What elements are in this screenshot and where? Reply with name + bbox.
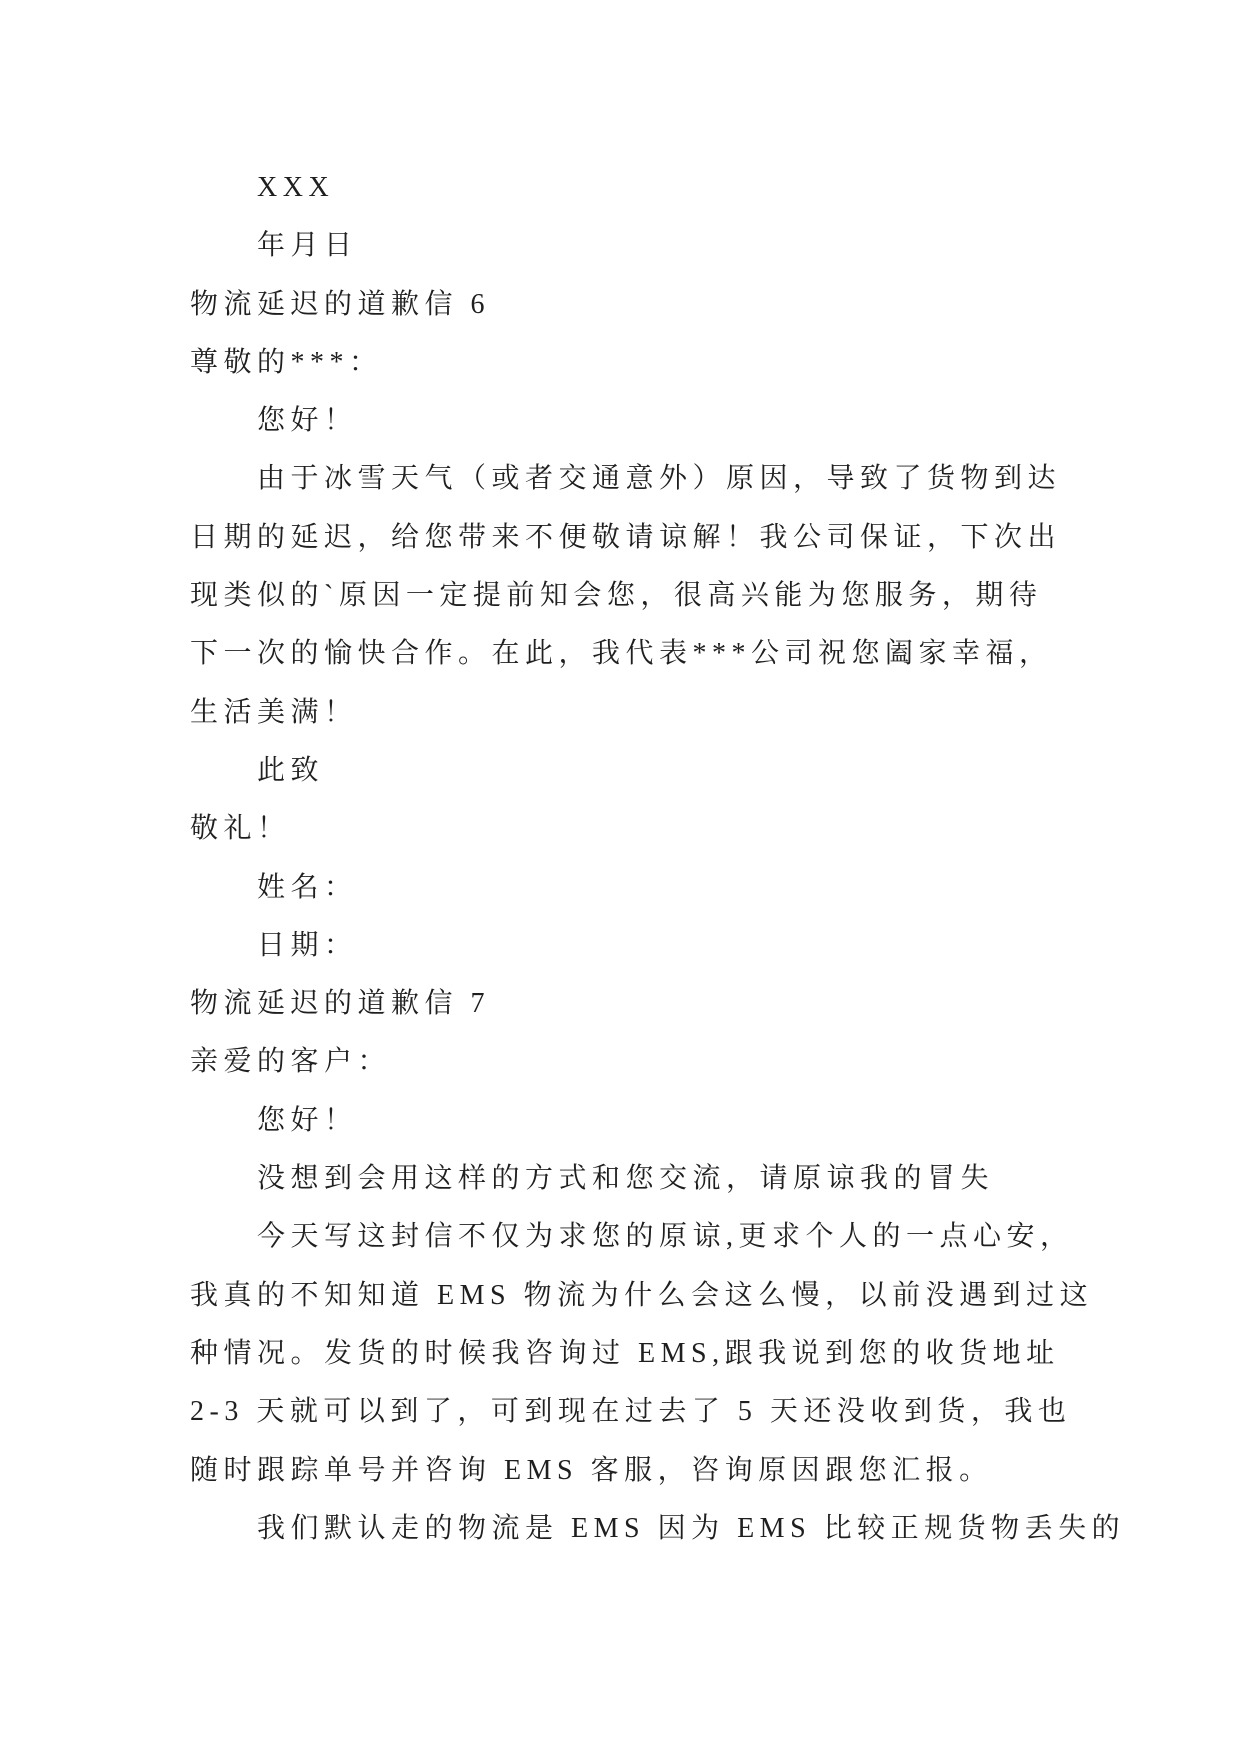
text-line: 年月日 [257, 230, 358, 262]
text-line: 物流延迟的道歉信 7 [190, 988, 491, 1020]
text-line: 物流延迟的道歉信 6 [190, 288, 491, 320]
text-line: 下一次的愉快合作。在此，我代表***公司祝您阖家幸福， [190, 638, 1053, 670]
text-line: 2-3 天就可以到了，可到现在过去了 5 天还没收到货，我也 [190, 1396, 1072, 1428]
text-line: 没想到会用这样的方式和您交流，请原谅我的冒失 [257, 1163, 995, 1195]
text-line: 您好！ [257, 1104, 358, 1136]
text-line: 此致 [257, 754, 325, 786]
text-line: 随时跟踪单号并咨询 EMS 客服，咨询原因跟您汇报。 [190, 1454, 993, 1486]
text-line: 现类似的`原因一定提前知会您，很高兴能为您服务，期待 [190, 580, 1043, 612]
text-line: 种情况。发货的时候我咨询过 EMS,跟我说到您的收货地址 [190, 1337, 1060, 1369]
text-line: 生活美满！ [190, 696, 358, 728]
text-line: 日期： [257, 929, 358, 961]
text-line: 亲爱的客户： [190, 1046, 392, 1078]
text-line: 姓名： [257, 871, 358, 903]
text-line: 敬礼！ [190, 813, 291, 845]
text-line: 日期的延迟，给您带来不便敬请谅解！我公司保证，下次出 [190, 521, 1062, 553]
text-line: 今天写这封信不仅为求您的原谅,更求个人的一点心安， [257, 1221, 1074, 1253]
text-line: 我真的不知知道 EMS 物流为什么会这么慢，以前没遇到过这 [190, 1279, 1094, 1311]
text-line: XXX [257, 172, 335, 203]
text-line: 您好！ [257, 405, 358, 437]
text-line: 由于冰雪天气（或者交通意外）原因，导致了货物到达 [257, 463, 1062, 495]
document-text-block [190, 159, 1126, 1558]
text-line: 尊敬的***： [190, 346, 383, 378]
text-line: 我们默认走的物流是 EMS 因为 EMS 比较正规货物丢失的 [257, 1512, 1126, 1544]
